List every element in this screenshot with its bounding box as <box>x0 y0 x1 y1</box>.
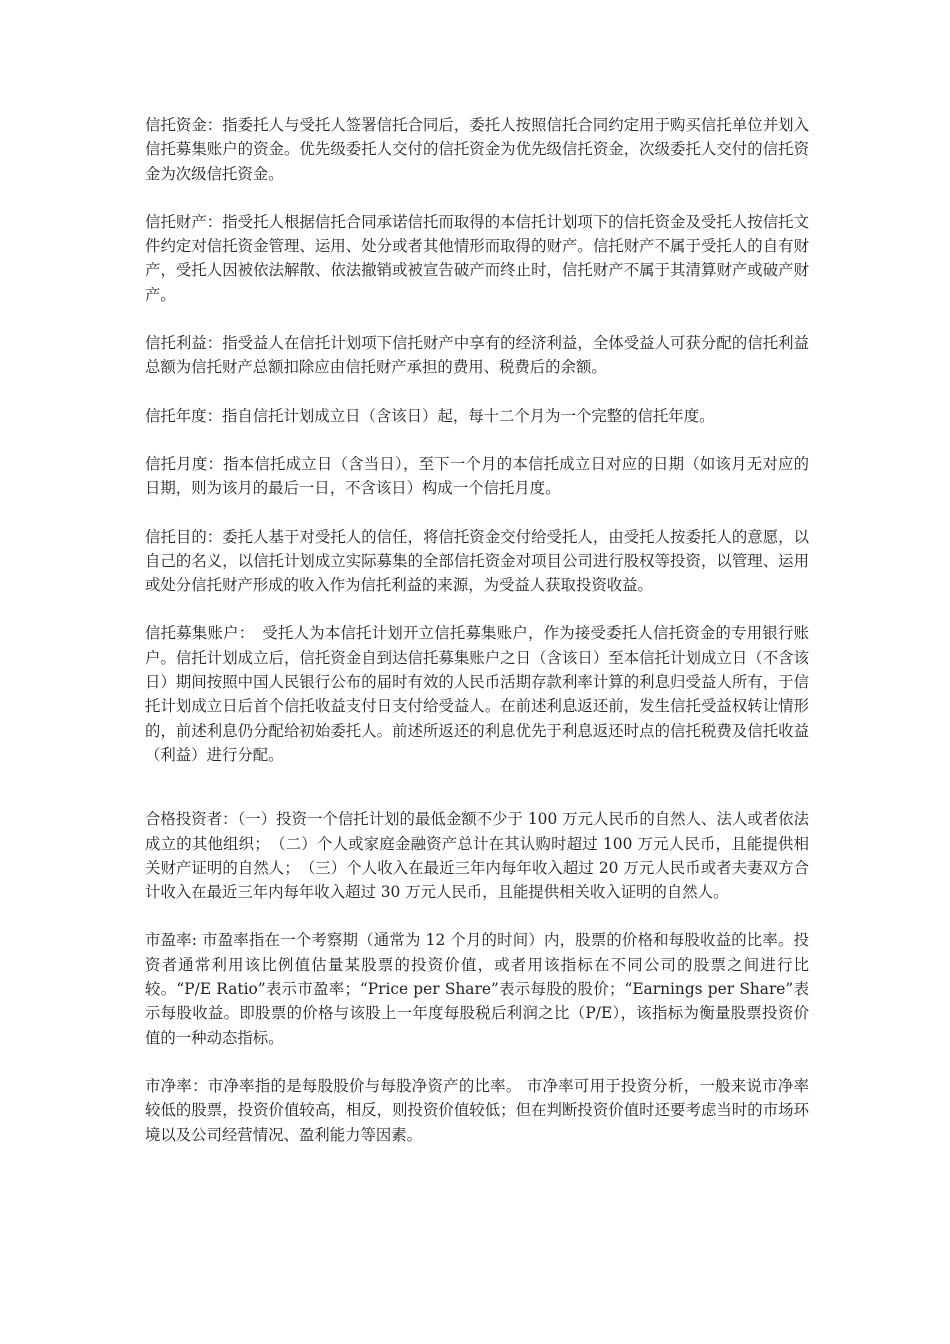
definition-text: 指受益人在信托计划项下信托财产中享有的经济利益，全体受益人可获分配的信托利益总额为信托财产总额扣除应由信托财产承担的费用、税费后的余额。 <box>145 334 809 377</box>
definition-pb-ratio <box>145 1074 809 1147</box>
definition-text: 指受托人根据信托合同承诺信托而取得的本信托计划项下的信托资金及受托人按信托文件约定对信托资金管理、运用、处分或者其他情形而取得的财产。信托财产不属于受托人的自有财产，受托人因被依法解散、依法撤销或被宣告破产而终止时，信托财产不属于其清算财产或破产财产。 <box>145 212 809 304</box>
definition-text: （一）投资一个信托计划的最低金额不少于 100 万元人民币的自然人、法人或者依法成立的其他组织； （二）个人或家庭金融资产总计在其认购时超过 100 万元人民币，且能提供相关财产证明的自然人； （三）个人收入在最近三年内每年收入超过 20 万元人民币或者夫妻双方合计收入在最近三年内每年收入超过 30 万元人民币，且能提供相关收入证明的自然人。 <box>145 810 809 902</box>
definition-trust-year <box>145 404 809 428</box>
definition-pe-ratio <box>145 928 809 1049</box>
definition-trust-month <box>145 452 809 501</box>
definition-term: 市盈率: <box>145 931 203 950</box>
document-page <box>145 113 809 1171</box>
definition-trust-property <box>145 210 809 307</box>
definition-text: 指委托人与受托人签署信托合同后，委托人按照信托合同约定用于购买信托单位并划入信托募集账户的资金。优先级委托人交付的信托资金为优先级信托资金，次级委托人交付的信托资金为次级信托资金。 <box>145 116 809 183</box>
definition-text: 委托人基于对受托人的信任，将信托资金交付给受托人，由受托人按委托人的意愿，以自己的名义，以信托计划成立实际募集的全部信托资金对项目公司进行股权等投资，以管理、运用或处分信托财产形成的收入作为信托利益的来源，为受益人获取投资收益。 <box>145 527 809 595</box>
definition-trust-purpose <box>145 525 809 598</box>
definition-text: 指本信托成立日（含当日），至下一个月的本信托成立日对应的日期（如该月无对应的日期，则为该月的最后一日，不含该日）构成一个信托月度。 <box>145 454 809 498</box>
definition-term: 合格投资者： <box>145 810 238 829</box>
definition-qualified-investor <box>145 807 809 904</box>
definition-term: 信托年度： <box>145 406 222 425</box>
definition-text: 指自信托计划成立日（含该日）起，每十二个月为一个完整的信托年度。 <box>221 406 715 425</box>
definition-text: 市盈率指在一个考察期（通常为 12 个月的时间）内，股票的价格和每股收益的比率。投资者通常利用该比例值估量某股票的投资价值，或者用该指标在不同公司的股票之间进行比较。“P/E Ratio”表示市盈率；“Price per Share”表示每股的股价；“Earnings per Share”表示每股收益。即股票的价格与该股上一年度每股税后利润之比（P/E），该指标为衡量股票投资价值的一种动态指标。 <box>145 931 810 1047</box>
definition-term: 信托月度： <box>145 454 224 473</box>
definition-trust-funds <box>145 113 809 186</box>
definition-text: 受托人为本信托计划开立信托募集账户，作为接受委托人信托资金的专用银行账户。信托计划成立后，信托资金自到达信托募集账户之日（含该日）至本信托计划成立日（不含该日）期间按照中国人民银行公布的届时有效的人民币活期存款利率计算的利息归受益人所有，于信托计划成立日后首个信托收益支付日支付给受益人。在前述利息返还前，发生信托受益权转让情形的，前述利息仍分配给初始委托人。前述所返还的利息优先于利息返还时点的信托税费及信托收益（利益）进行分配。 <box>145 624 809 764</box>
definition-trust-raising-account <box>145 621 809 767</box>
definition-term: 信托资金： <box>145 116 223 134</box>
definition-term: 市净率： <box>145 1076 208 1095</box>
definition-term: 信托目的： <box>145 527 223 546</box>
definition-term: 信托财产： <box>145 212 223 231</box>
definition-trust-benefit <box>145 331 809 380</box>
definition-text: 市净率指的是每股股价与每股净资产的比率。 市净率可用于投资分析，一般来说市净率较低的股票，投资价值较高，相反，则投资价值较低；但在判断投资价值时还要考虑当时的市场环境以及公司经营情况、盈利能力等因素。 <box>145 1076 809 1144</box>
definition-term: 信托募集账户： <box>145 624 247 643</box>
definition-term: 信托利益： <box>145 334 223 353</box>
